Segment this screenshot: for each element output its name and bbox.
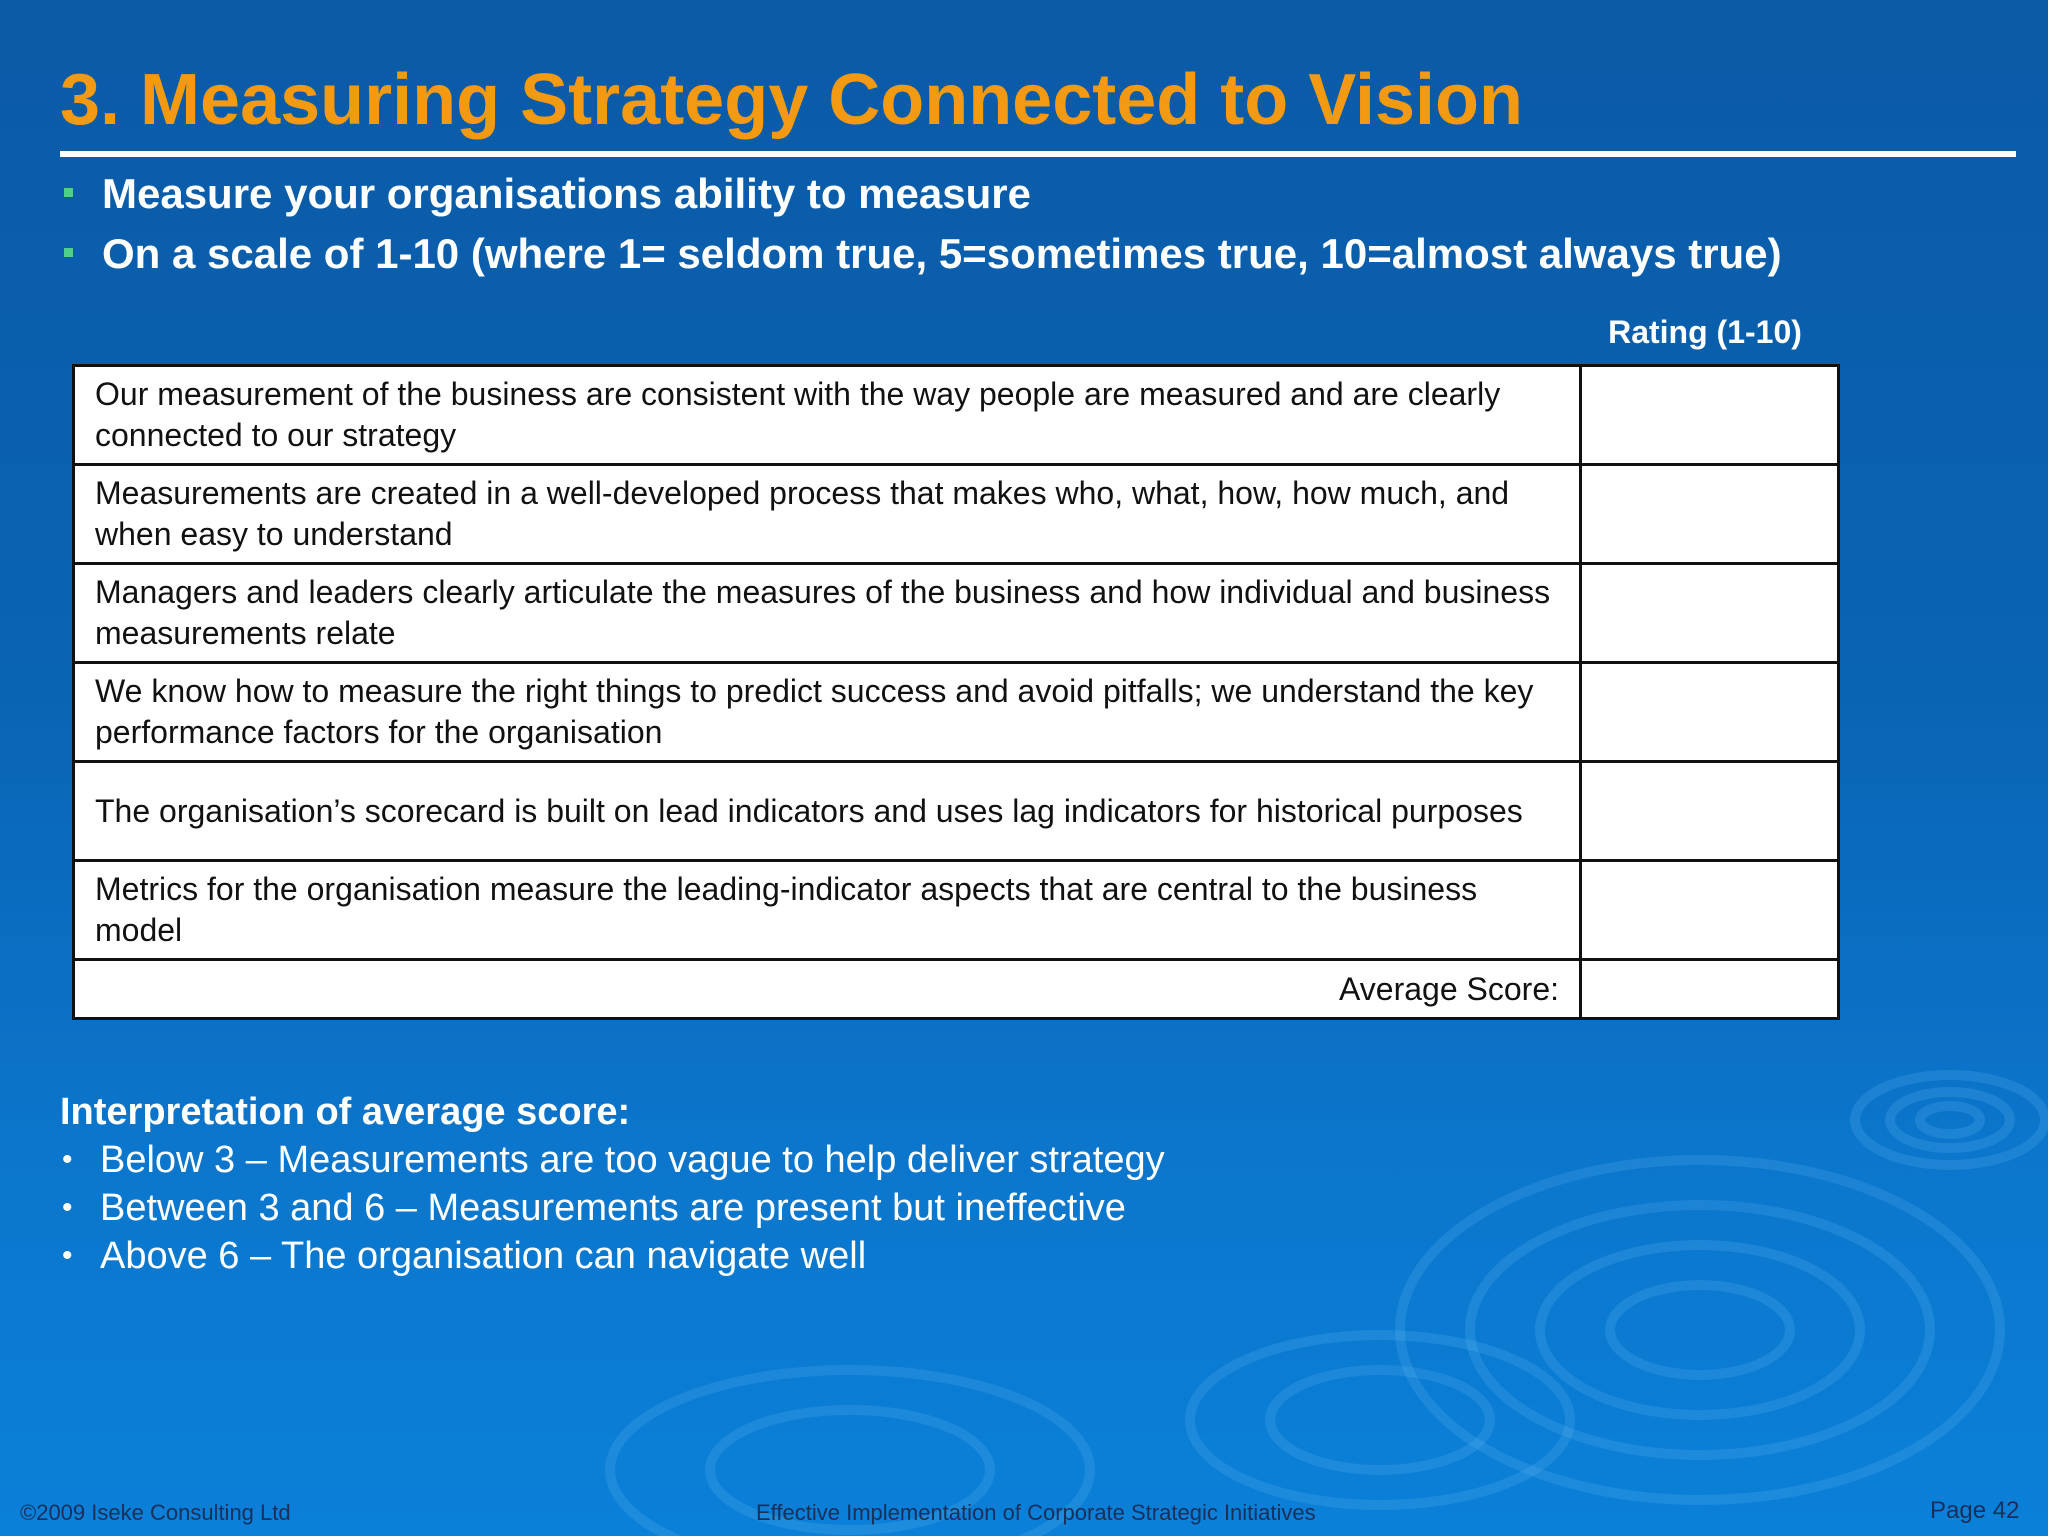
table-row — [74, 366, 1839, 465]
square-bullet-icon — [64, 188, 73, 197]
table-row — [74, 762, 1839, 861]
square-bullet-icon — [64, 248, 73, 257]
title-divider — [60, 151, 2016, 157]
rating-cell[interactable] — [1581, 663, 1839, 762]
rating-cell[interactable] — [1581, 366, 1839, 465]
intro-bullet-text: Measure your organisations ability to measure — [102, 170, 1031, 217]
assessment-table — [72, 364, 1840, 1020]
average-score-label: Average Score: — [74, 960, 1581, 1019]
interpretation-item-text: Between 3 and 6 – Measurements are present but ineffective — [100, 1187, 1126, 1229]
statement-cell: Managers and leaders clearly articulate the measures of the business and how individual and business measurements relate — [74, 564, 1581, 663]
interpretation-heading: Interpretation of average score: — [60, 1091, 631, 1133]
intro-bullet — [60, 165, 2020, 223]
interpretation-item — [60, 1136, 1460, 1184]
table-row — [74, 663, 1839, 762]
footer-page-number: Page 42 — [1930, 1497, 2020, 1524]
table-row — [74, 861, 1839, 960]
average-score-row — [74, 960, 1839, 1019]
statement-cell: Measurements are created in a well-developed process that makes who, what, how, how much, and when easy to understand — [74, 465, 1581, 564]
intro-bullet-list — [60, 165, 2020, 285]
rating-cell[interactable] — [1581, 861, 1839, 960]
average-score-cell[interactable] — [1581, 960, 1839, 1019]
rating-cell[interactable] — [1581, 564, 1839, 663]
table-row — [74, 564, 1839, 663]
intro-bullet — [60, 225, 2020, 283]
interpretation-item — [60, 1184, 1460, 1232]
rating-cell[interactable] — [1581, 465, 1839, 564]
interpretation-item-text: Below 3 – Measurements are too vague to help deliver strategy — [100, 1139, 1165, 1181]
statement-cell: We know how to measure the right things to predict success and avoid pitfalls; we understand the key performance factors for the organisation — [74, 663, 1581, 762]
bullet-dot-icon: • — [62, 1143, 73, 1176]
bullet-dot-icon: • — [62, 1239, 73, 1272]
bullet-dot-icon: • — [62, 1191, 73, 1224]
interpretation-item — [60, 1232, 1460, 1280]
table-row — [74, 465, 1839, 564]
slide-title: 3. Measuring Strategy Connected to Vision — [60, 60, 1523, 140]
statement-cell: Metrics for the organisation measure the leading-indicator aspects that are central to the business model — [74, 861, 1581, 960]
rating-cell[interactable] — [1581, 762, 1839, 861]
interpretation-section — [60, 1088, 1460, 1280]
statement-cell: Our measurement of the business are consistent with the way people are measured and are clearly connected to our strategy — [74, 366, 1581, 465]
interpretation-item-text: Above 6 – The organisation can navigate well — [100, 1235, 867, 1277]
intro-bullet-text: On a scale of 1-10 (where 1= seldom true, 5=sometimes true, 10=almost always true) — [102, 230, 1782, 277]
footer-copyright: ©2009 Iseke Consulting Ltd — [20, 1500, 291, 1525]
footer-presentation-title: Effective Implementation of Corporate Strategic Initiatives — [756, 1500, 1316, 1525]
rating-column-header: Rating (1-10) — [1608, 314, 1802, 350]
statement-cell: The organisation’s scorecard is built on lead indicators and uses lag indicators for historical purposes — [74, 762, 1581, 861]
